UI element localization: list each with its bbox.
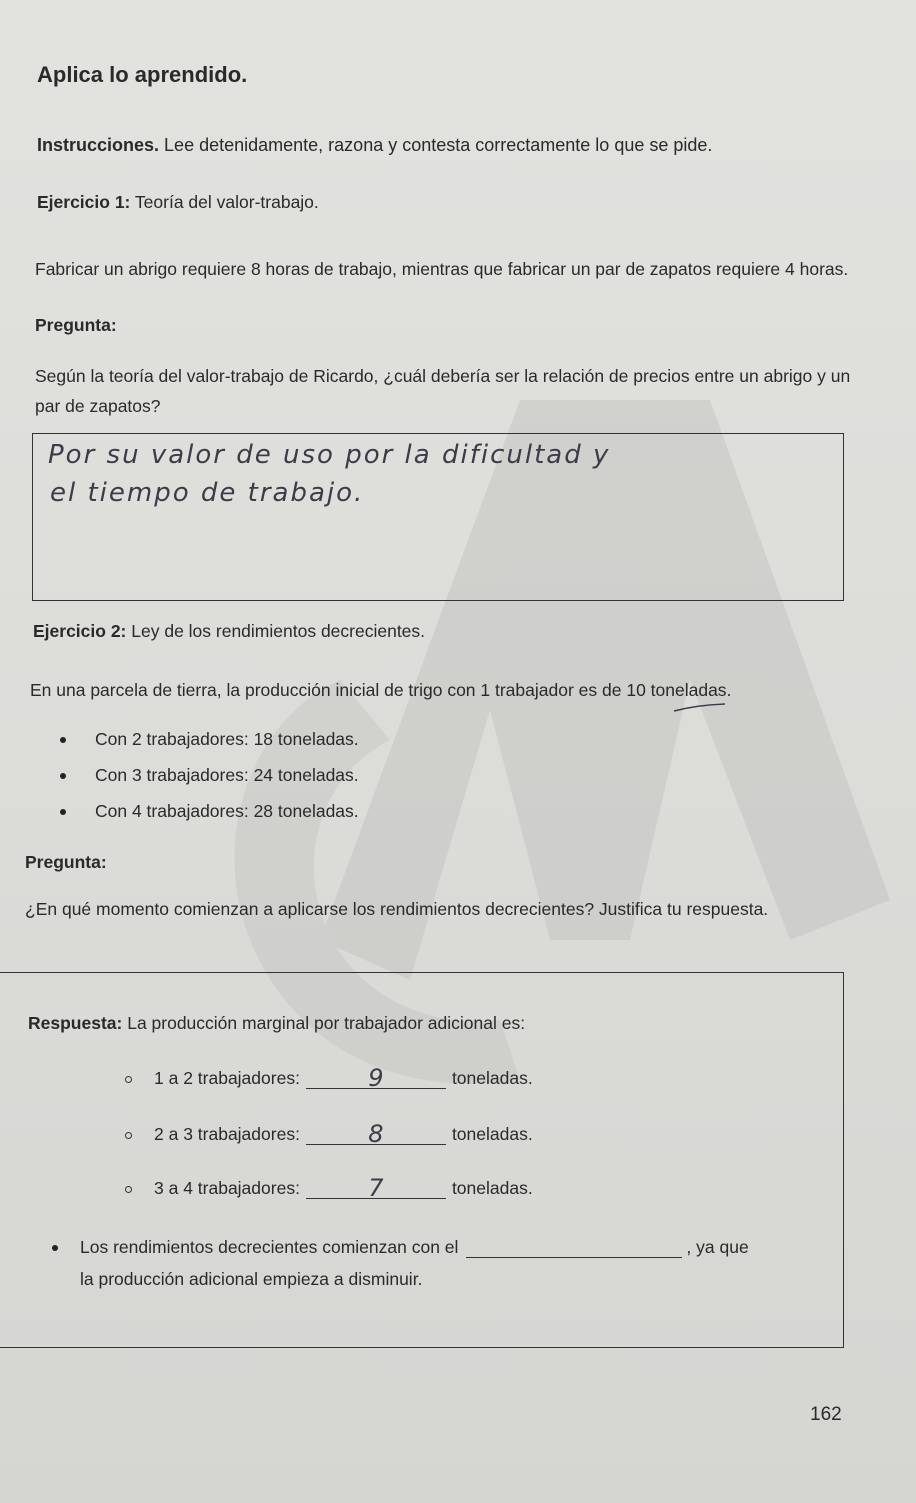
conclusion-start: Los rendimientos decrecientes comienzan con el [80,1237,459,1257]
conclusion-end: , ya que [686,1237,749,1257]
hollow-bullet-icon [125,1132,132,1139]
exercise2-question: ¿En qué momento comienzan a aplicarse los rendimientos decrecientes? Justifica tu respuesta. [25,899,769,919]
exercise2-heading [33,621,425,642]
answer-label: Respuesta: [28,1013,123,1033]
exercise1-label: Ejercicio 1: [37,192,131,212]
list-item: Con 4 trabajadores: 28 toneladas. [60,801,359,837]
conclusion-line1 [52,1237,749,1258]
marginal-item-unit: toneladas. [451,1068,533,1088]
marginal-item [125,1064,533,1092]
instructions [37,135,712,156]
marginal-item-label: 3 a 4 trabajadores: [154,1178,300,1198]
answer-blank[interactable]: 8 [306,1124,446,1145]
exercise1-heading [37,192,319,213]
page-number: 162 [810,1404,842,1425]
answer-blank[interactable]: 7 [306,1178,446,1199]
hollow-bullet-icon [125,1076,132,1083]
marginal-item-label: 2 a 3 trabajadores: [154,1124,300,1144]
exercise1-question: Según la teoría del valor-trabajo de Ricardo, ¿cuál debería ser la relación de precios entre un abrigo y un par de zapatos? [35,366,851,416]
conclusion-blank[interactable] [466,1237,682,1258]
hollow-bullet-icon [125,1186,132,1193]
answer-blank[interactable]: 9 [306,1068,446,1089]
exercise2-title: Ley de los rendimientos decrecientes. [126,621,426,641]
handwritten-answer-line2: el tiempo de trabajo. [50,478,365,508]
marginal-item [125,1174,533,1202]
exercise1-question-label: Pregunta: [35,315,117,335]
list-item: Con 3 trabajadores: 24 toneladas. [60,765,359,801]
exercise1-title: Teoría del valor-trabajo. [130,192,319,212]
exercise2-question-label: Pregunta: [25,852,107,872]
exercise2-label: Ejercicio 2: [33,621,127,641]
answer-heading [28,1013,525,1034]
page-title: Aplica lo aprendido. [37,62,248,87]
answer-intro: La producción marginal por trabajador adicional es: [122,1013,526,1033]
marginal-item-unit: toneladas. [451,1124,533,1144]
list-item: Con 2 trabajadores: 18 toneladas. [60,729,359,765]
instructions-text: Lee detenidamente, razona y contesta correctamente lo que se pide. [159,135,713,155]
marginal-item-unit: toneladas. [451,1178,533,1198]
marginal-item-label: 1 a 2 trabajadores: [154,1068,300,1088]
production-bullet-list [60,729,359,837]
instructions-label: Instrucciones. [37,135,160,155]
exercise2-paragraph: En una parcela de tierra, la producción inicial de trigo con 1 trabajador es de 10 toneladas. [30,680,732,700]
bullet-icon [52,1245,58,1251]
handwritten-answer-line1: Por su valor de uso por la dificultad y [48,440,611,470]
marginal-item [125,1120,533,1148]
exercise1-paragraph: Fabricar un abrigo requiere 8 horas de trabajo, mientras que fabricar un par de zapatos requiere 4 horas. [35,259,849,279]
conclusion-line2: la producción adicional empieza a disminuir. [80,1269,423,1289]
pen-underline-mark [672,703,727,713]
